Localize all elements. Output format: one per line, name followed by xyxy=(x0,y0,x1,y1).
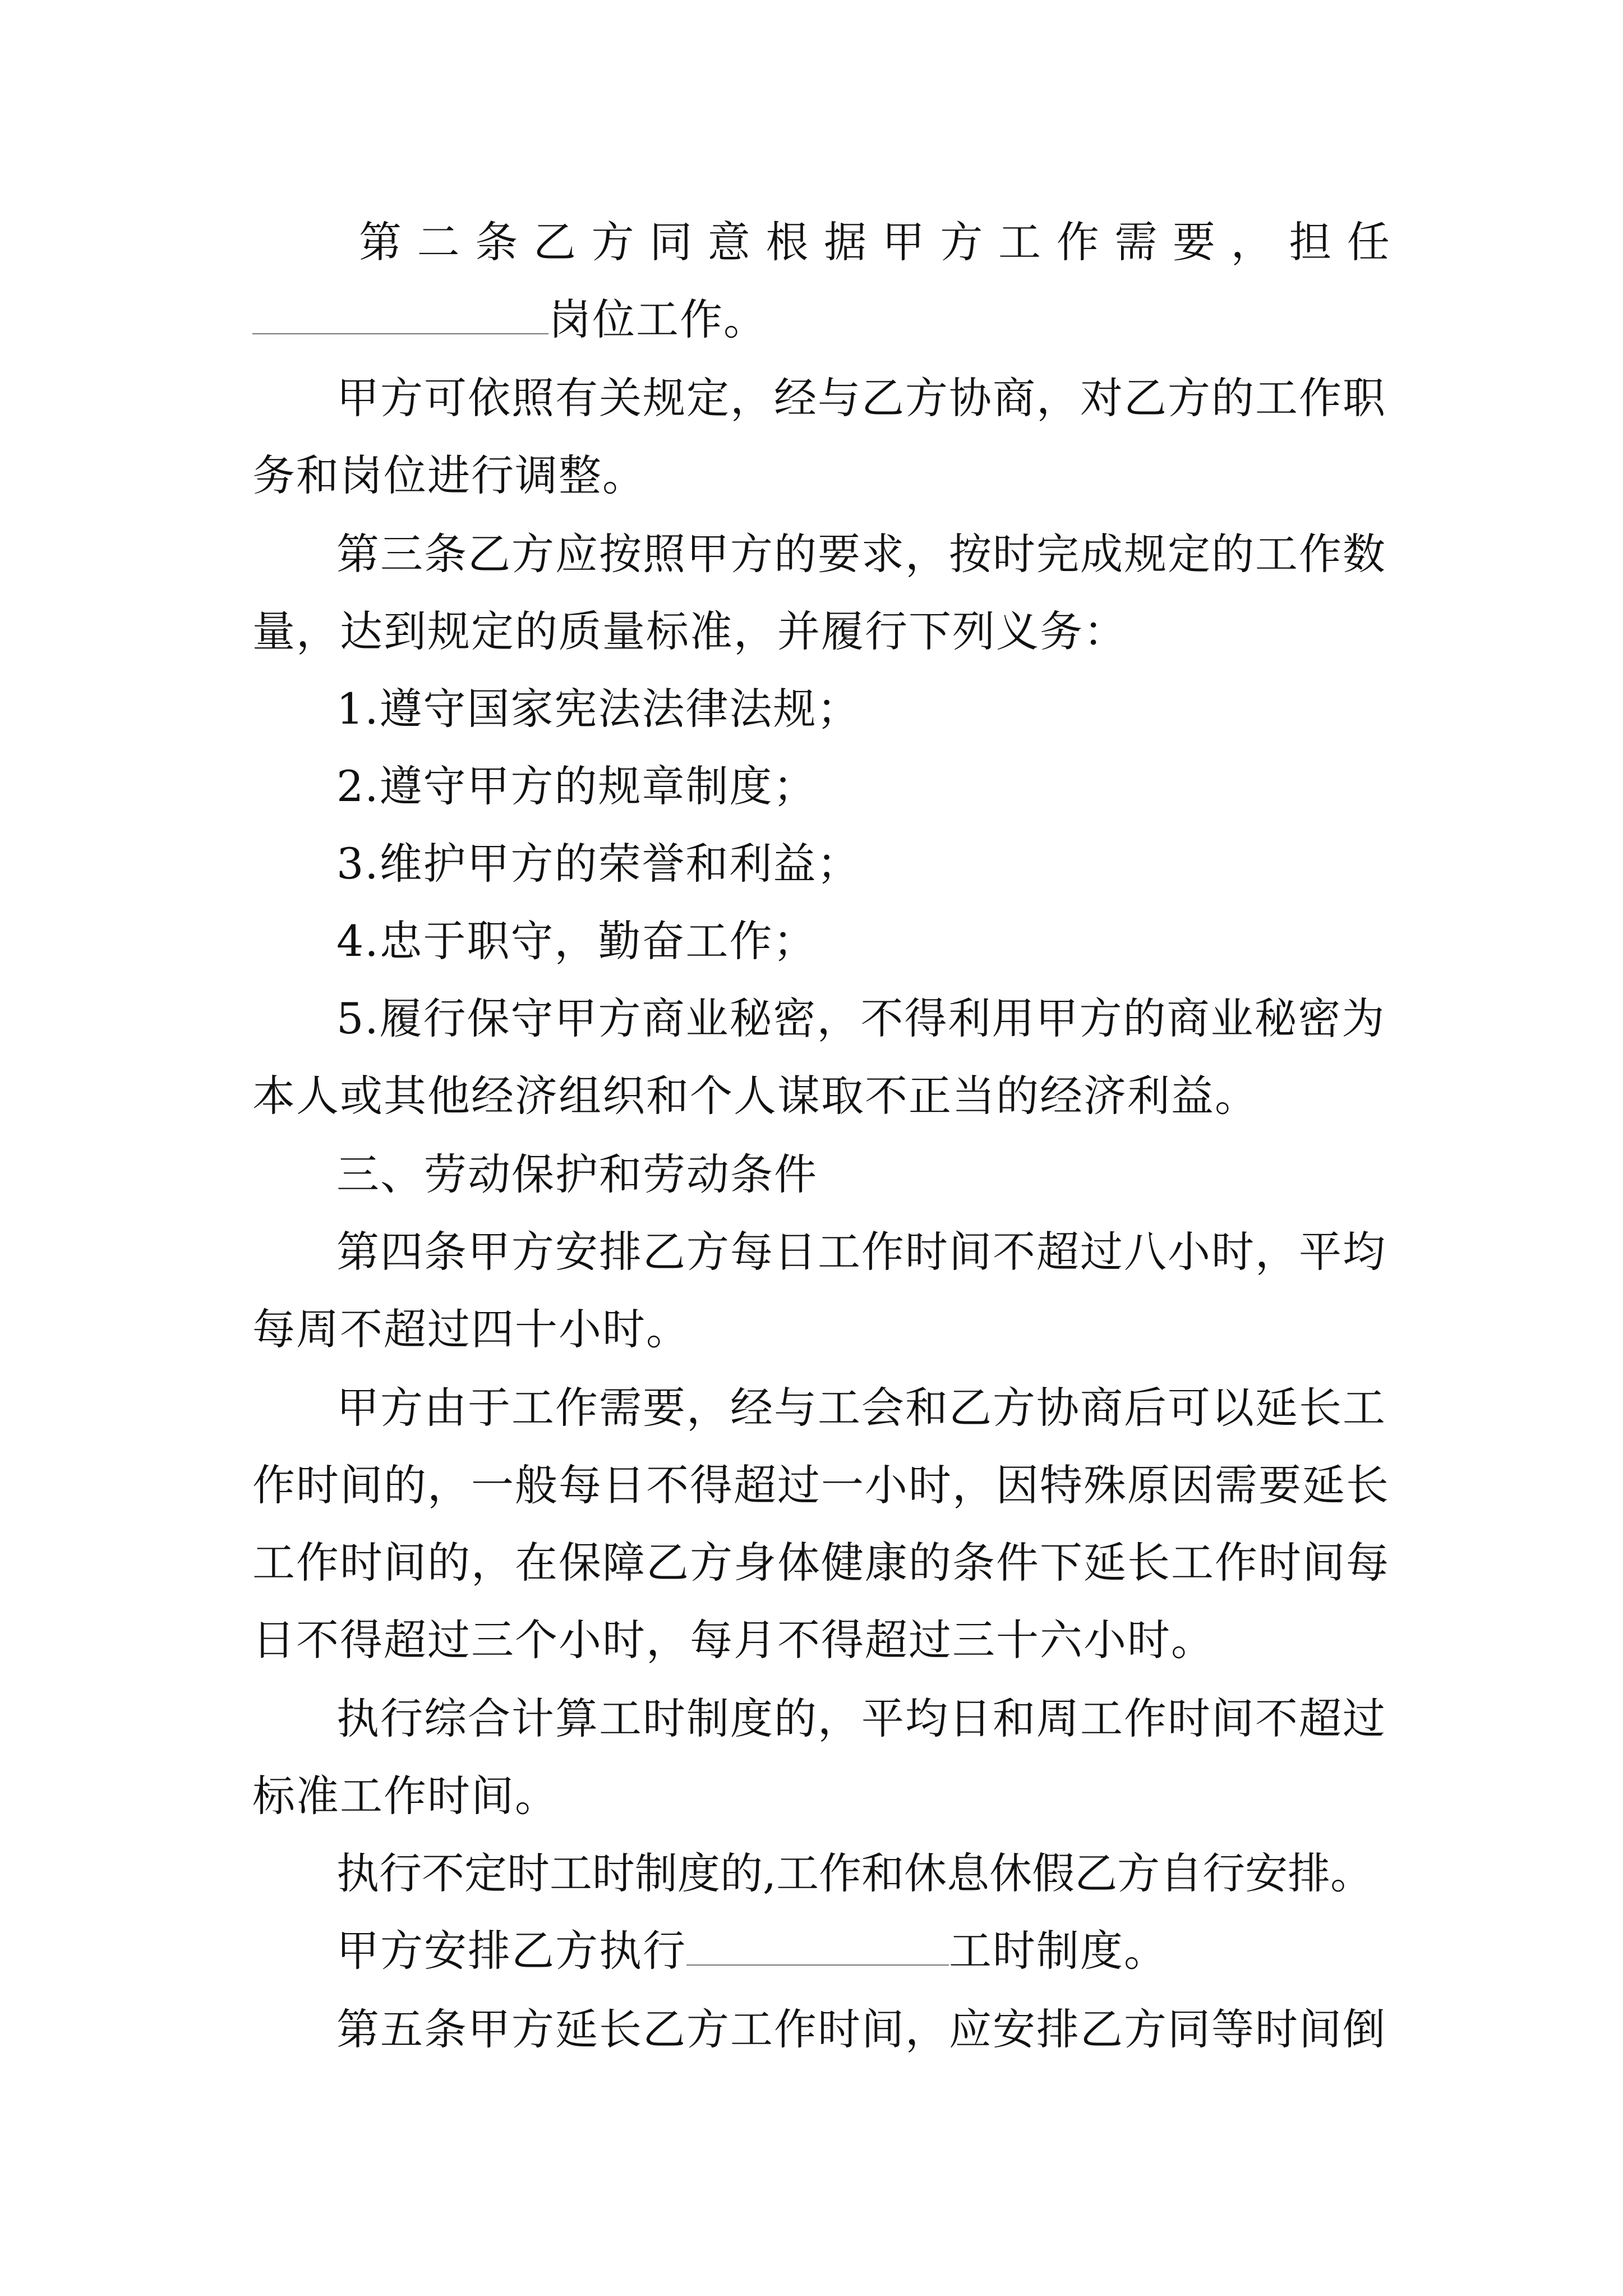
assign-line xyxy=(336,1912,1391,1990)
comprehensive-line2: 标准工作时间。 xyxy=(252,1771,559,1821)
article4-line2: 每周不超过四十小时。 xyxy=(252,1304,690,1354)
overtime-line3: 工作时间的，在保障乙方身体健康的条件下延长工作时间每 xyxy=(252,1538,1390,1588)
article2-char: 据 xyxy=(824,217,868,267)
article3-line2: 量，达到规定的质量标准，并履行下列义务： xyxy=(252,606,1127,656)
overtime-line4: 日不得超过三个小时，每月不得超过三十六小时。 xyxy=(252,1615,1215,1665)
obligation-4: 4.忠于职守，勤奋工作； xyxy=(336,916,817,966)
article2-char: 第 xyxy=(359,217,403,267)
article2-char: 乙 xyxy=(533,217,577,267)
obligation-1: 1.遵守国家宪法法律法规； xyxy=(336,684,861,734)
article2-char: 方 xyxy=(591,217,635,267)
overtime-line1: 甲方由于工作需要，经与工会和乙方协商后可以延长工 xyxy=(336,1383,1386,1433)
article2-char: 二 xyxy=(417,217,461,267)
article2-char: 方 xyxy=(940,217,984,267)
article2-char: 条 xyxy=(475,217,519,267)
adjust-line2: 务和岗位进行调整。 xyxy=(252,450,646,500)
article2-char: 根 xyxy=(766,217,810,267)
position-blank[interactable] xyxy=(252,288,548,334)
article2-char: 工 xyxy=(998,217,1043,267)
article2-char: 要 xyxy=(1172,217,1216,267)
adjust-line1: 甲方可依照有关规定，经与乙方协商，对乙方的工作职 xyxy=(336,373,1386,423)
obligation-5-line1: 5.履行保守甲方商业秘密，不得利用甲方的商业秘密为 xyxy=(336,993,1386,1043)
comprehensive-line1: 执行综合计算工时制度的，平均日和周工作时间不超过 xyxy=(336,1694,1386,1743)
assign-suffix: 工时制度。 xyxy=(949,1926,1168,1976)
article2-line2 xyxy=(252,280,1391,359)
article4-line1: 第四条甲方安排乙方每日工作时间不超过八小时，平均 xyxy=(336,1227,1386,1277)
article2-suffix: 岗位工作。 xyxy=(548,295,767,344)
article2-char: 意 xyxy=(707,217,751,267)
article2-char: 任 xyxy=(1347,217,1391,267)
obligation-3: 3.维护甲方的荣誉和利益； xyxy=(336,839,861,889)
overtime-line2: 作时间的，一般每日不得超过一小时，因特殊原因需要延长 xyxy=(252,1460,1390,1510)
article2-line1 xyxy=(359,203,1391,282)
assign-prefix: 甲方安排乙方执行 xyxy=(336,1926,686,1976)
article2-char: 担 xyxy=(1289,217,1333,267)
article2-char: ， xyxy=(1230,217,1275,267)
article2-char: 甲 xyxy=(882,217,926,267)
section3-heading: 三、劳动保护和劳动条件 xyxy=(336,1149,818,1199)
obligation-5-line2: 本人或其他经济组织和个人谋取不正当的经济利益。 xyxy=(252,1071,1258,1121)
flexible-hours-line: 执行不定时工时制度的,工作和休息休假乙方自行安排。 xyxy=(336,1848,1373,1898)
article2-char: 需 xyxy=(1114,217,1159,267)
article2-char: 同 xyxy=(649,217,694,267)
article5-line1: 第五条甲方延长乙方工作时间，应安排乙方同等时间倒 xyxy=(336,2004,1386,2054)
article3-line1: 第三条乙方应按照甲方的要求，按时完成规定的工作数 xyxy=(336,529,1386,579)
work-hours-blank[interactable] xyxy=(686,1920,949,1966)
article2-char: 作 xyxy=(1056,217,1100,267)
obligation-2: 2.遵守甲方的规章制度； xyxy=(336,761,817,811)
